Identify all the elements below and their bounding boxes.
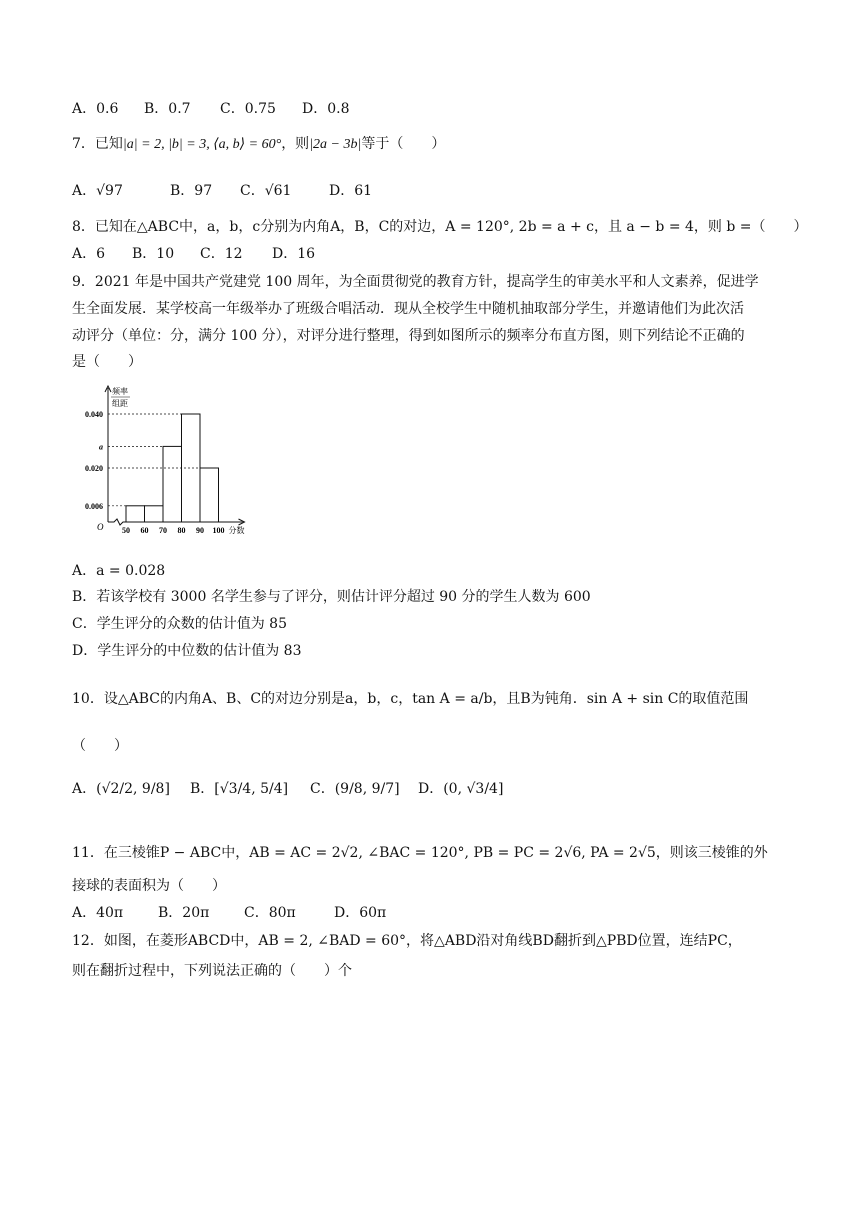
histogram-plot — [85, 386, 245, 535]
q11-option-c: C．80π — [244, 905, 296, 921]
histogram-bar-2 — [163, 446, 182, 522]
q9-stem-line1: 9．2021 年是中国共产党建党 100 周年，为全面贯彻党的教育方针，提高学生的审美水平和人文素养，促进学 — [72, 274, 759, 290]
q7-option-b: B．97 — [170, 183, 213, 199]
q12-stem-line1: 12．如图，在菱形ABCD中，AB = 2, ∠BAD = 60°，将△ABD沿对角线BD翻折到△PBD位置，连结PC， — [72, 933, 742, 949]
q11-option-b: B．20π — [158, 905, 210, 921]
y-tick-label-3: 0.040 — [85, 410, 103, 419]
x-tick-label-1: 60 — [140, 526, 149, 535]
q11-option-d: D．60π — [334, 905, 387, 921]
q9-stem-line4: 是（ ） — [72, 354, 142, 370]
q10-stem-line2: （ ） — [72, 738, 128, 754]
x-tick-label-0: 50 — [122, 526, 130, 535]
x-tick-label-5: 100 — [212, 526, 225, 535]
x-tick-label-4: 90 — [196, 526, 204, 535]
q9-option-c: C．学生评分的众数的估计值为 85 — [72, 616, 287, 632]
q11-stem-line1: 11．在三棱锥P − ABC中，AB = AC = 2√2, ∠BAC = 120°, PB = PC = 2√6, PA = 2√5，则该三棱锥的外 — [72, 845, 768, 861]
q8-option-a: A．6 — [72, 246, 106, 262]
q7-condition: |a| = 2, |b| = 3, ⟨a, b⟩ = 60° — [122, 137, 282, 152]
q8-stem: 8．已知在△ABC中，a，b，c分别为内角A，B，C的对边，A = 120°, 2b = a + c，且 a − b = 4，则 b =（ ） — [72, 219, 808, 235]
q9-option-a: A．a = 0.028 — [72, 563, 166, 579]
frequency-histogram — [72, 382, 272, 542]
q9-option-b: B．若该学校有 3000 名学生参与了评分，则估计评分超过 90 分的学生人数为 600 — [72, 589, 591, 605]
y-label-top: 频率 — [112, 387, 128, 396]
q10-option-c: C．(9/8, 9/7] — [310, 781, 400, 797]
q6-option-d: D．0.8 — [302, 101, 350, 117]
q8-option-c: C．12 — [200, 246, 243, 262]
histogram-bar-0 — [126, 506, 145, 522]
q9-option-d: D．学生评分的中位数的估计值为 83 — [72, 643, 302, 659]
q7-option-c: C．√61 — [240, 183, 292, 199]
x-axis-label: 分数 — [228, 526, 245, 535]
q11-options — [72, 902, 386, 922]
q7-mid: ，则 — [281, 136, 310, 152]
q11-option-a: A．40π — [72, 905, 124, 921]
q7-stem — [72, 133, 445, 153]
q8-option-b: B．10 — [132, 246, 175, 262]
origin-label: O — [97, 522, 104, 532]
q7-option-d: D．61 — [329, 183, 373, 199]
q7-option-a: A．√97 — [72, 183, 123, 199]
q6-option-b: B．0.7 — [144, 101, 191, 117]
q7-suffix: 等于（ ） — [361, 136, 446, 152]
y-label-bottom: 组距 — [112, 399, 128, 408]
q9-stem-line2: 生全面发展．某学校高一年级举办了班级合唱活动．现从全校学生中随机抽取部分学生，并邀请他们为此次活 — [72, 301, 744, 317]
y-tick-label-1: 0.020 — [85, 464, 103, 473]
q11-stem-line2: 接球的表面积为（ ） — [72, 878, 226, 894]
q9-stem-line3: 动评分（单位：分，满分 100 分），对评分进行整理，得到如图所示的频率分布直方图，则下列结论不正确的 — [72, 328, 745, 344]
q10-option-b: B．[√3/4, 5/4] — [190, 781, 289, 797]
x-tick-label-2: 70 — [159, 526, 167, 535]
q6-options — [72, 98, 350, 118]
q6-option-a: A．0.6 — [72, 101, 119, 117]
q10-options — [72, 778, 503, 798]
q7-expression: |2a − 3b| — [309, 137, 362, 152]
x-tick-label-3: 80 — [177, 526, 186, 535]
histogram-bar-1 — [145, 506, 164, 522]
q10-stem-line1: 10．设△ABC的内角A、B、C的对边分别是a，b，c，tan A = a/b，且B为钝角．sin A + sin C的取值范围 — [72, 691, 749, 707]
q6-option-c: C．0.75 — [220, 101, 276, 117]
q8-options — [72, 243, 315, 263]
q7-options — [72, 180, 372, 200]
q7-prefix: 7．已知 — [72, 136, 123, 152]
q10-option-a: A．(√2/2, 9/8] — [72, 781, 170, 797]
histogram-bar-4 — [200, 468, 219, 522]
q12-stem-line2: 则在翻折过程中，下列说法正确的（ ）个 — [72, 963, 352, 979]
q10-option-d: D．(0, √3/4] — [418, 781, 504, 797]
y-tick-label-0: 0.006 — [85, 501, 103, 511]
y-tick-label-2: a — [99, 442, 103, 452]
q8-option-d: D．16 — [272, 246, 316, 262]
